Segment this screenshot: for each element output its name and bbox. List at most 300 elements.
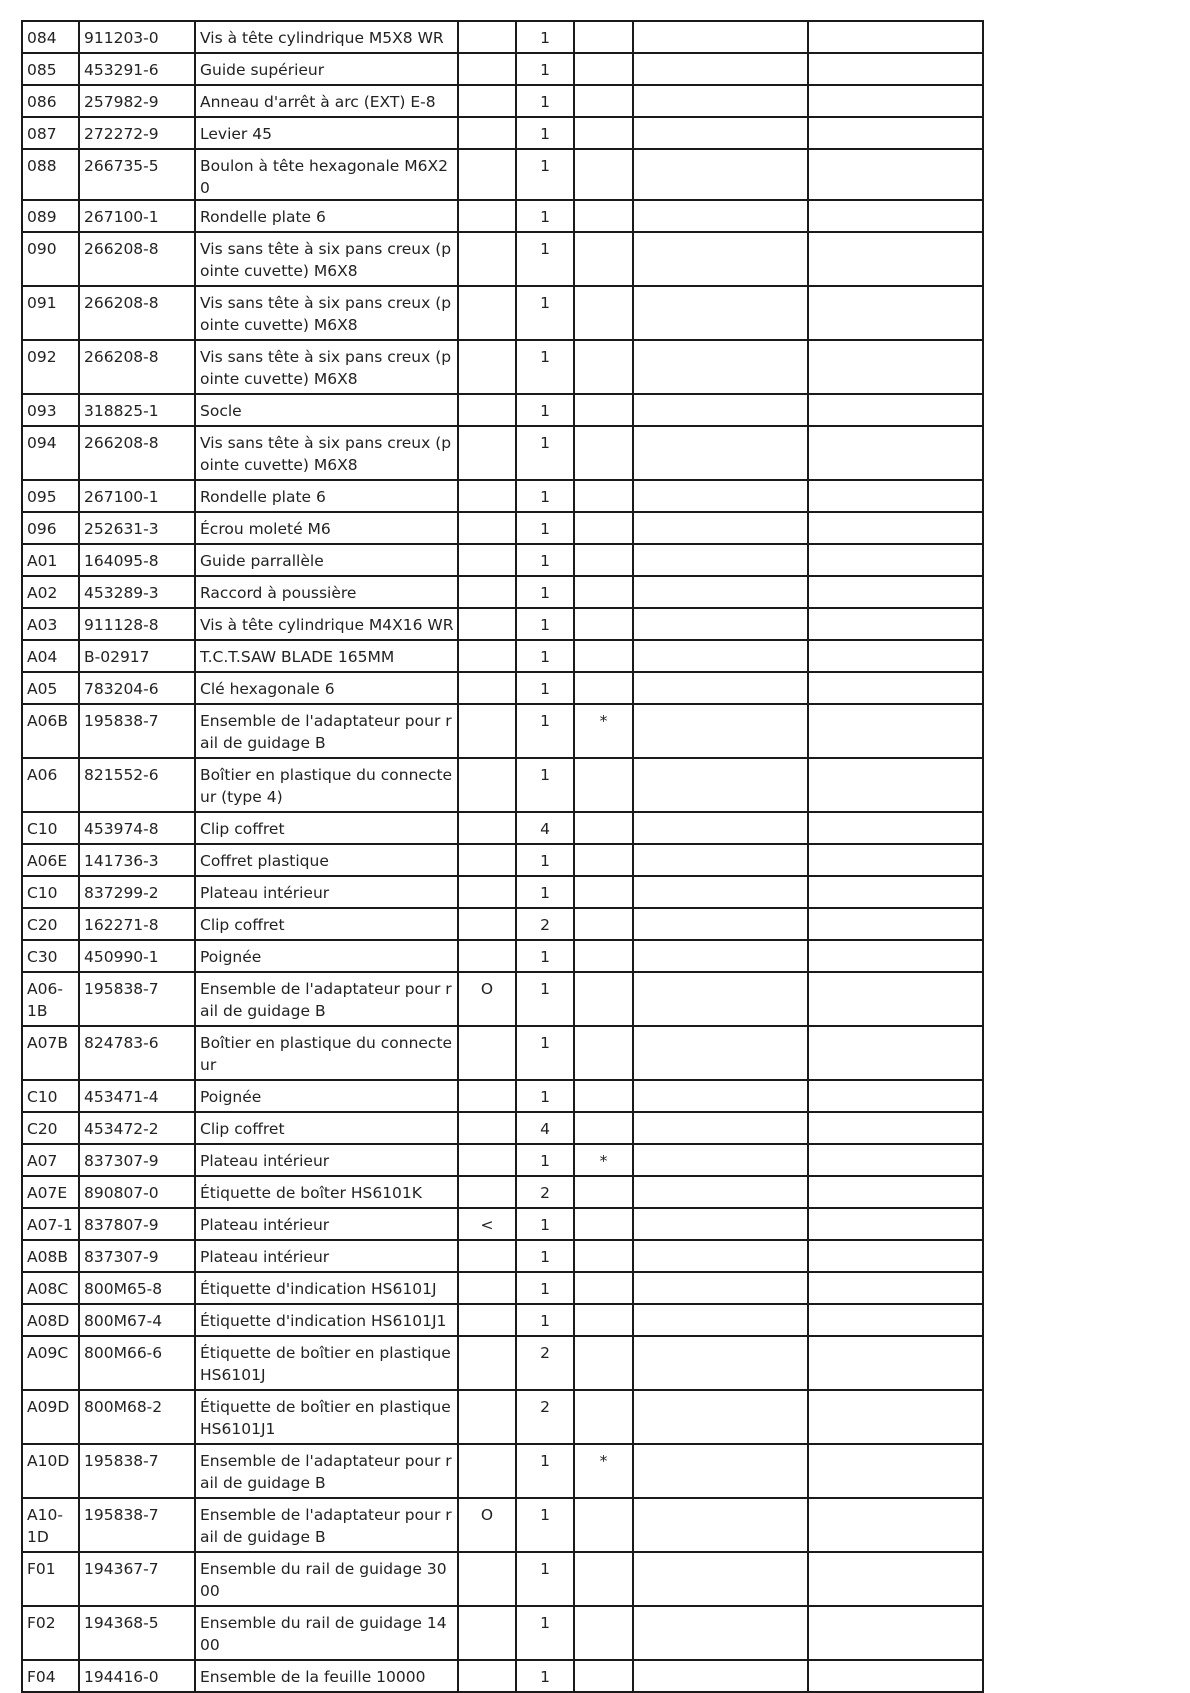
marker-cell [458, 1112, 516, 1144]
description-cell: Ensemble de l'adaptateur pour rail de guidage B [195, 1498, 458, 1552]
part-number-cell: 453974-8 [79, 812, 195, 844]
note-cell [574, 608, 633, 640]
note-cell [574, 286, 633, 340]
table-row [22, 200, 983, 232]
marker-cell [458, 672, 516, 704]
item-number-cell: C30 [22, 940, 79, 972]
blank-cell [633, 1498, 808, 1552]
part-number-cell: 453472-2 [79, 1112, 195, 1144]
note-cell [574, 426, 633, 480]
item-number-cell: A06B [22, 704, 79, 758]
blank-cell [808, 1080, 983, 1112]
note-cell [574, 21, 633, 53]
blank-cell [808, 812, 983, 844]
part-number-cell: 837807-9 [79, 1208, 195, 1240]
marker-cell [458, 340, 516, 394]
note-cell [574, 1304, 633, 1336]
description-cell: Vis à tête cylindrique M5X8 WR [195, 21, 458, 53]
marker-cell [458, 512, 516, 544]
note-cell [574, 1026, 633, 1080]
marker-cell [458, 21, 516, 53]
note-cell: * [574, 1144, 633, 1176]
quantity-cell: 1 [516, 480, 574, 512]
description-cell: Rondelle plate 6 [195, 200, 458, 232]
blank-cell [808, 340, 983, 394]
blank-cell [808, 1208, 983, 1240]
quantity-cell: 2 [516, 1336, 574, 1390]
description-cell: Plateau intérieur [195, 1208, 458, 1240]
table-row [22, 1144, 983, 1176]
note-cell [574, 1552, 633, 1606]
quantity-cell: 4 [516, 1112, 574, 1144]
marker-cell [458, 844, 516, 876]
blank-cell [808, 21, 983, 53]
item-number-cell: A07-1 [22, 1208, 79, 1240]
item-number-cell: A10D [22, 1444, 79, 1498]
part-number-cell: 266735-5 [79, 149, 195, 200]
blank-cell [808, 908, 983, 940]
blank-cell [633, 480, 808, 512]
item-number-cell: A10-1D [22, 1498, 79, 1552]
quantity-cell: 1 [516, 704, 574, 758]
blank-cell [633, 85, 808, 117]
blank-cell [633, 844, 808, 876]
part-number-cell: 267100-1 [79, 480, 195, 512]
part-number-cell: 800M68-2 [79, 1390, 195, 1444]
blank-cell [633, 21, 808, 53]
blank-cell [633, 117, 808, 149]
item-number-cell: C10 [22, 812, 79, 844]
note-cell [574, 972, 633, 1026]
quantity-cell: 1 [516, 1272, 574, 1304]
table-row [22, 844, 983, 876]
blank-cell [808, 672, 983, 704]
blank-cell [808, 1444, 983, 1498]
note-cell [574, 1240, 633, 1272]
item-number-cell: A08C [22, 1272, 79, 1304]
part-number-cell: 257982-9 [79, 85, 195, 117]
description-cell: Ensemble de l'adaptateur pour rail de guidage B [195, 704, 458, 758]
marker-cell [458, 1606, 516, 1660]
note-cell [574, 876, 633, 908]
item-number-cell: 095 [22, 480, 79, 512]
table-row [22, 1240, 983, 1272]
blank-cell [808, 1144, 983, 1176]
blank-cell [808, 426, 983, 480]
blank-cell [633, 1144, 808, 1176]
part-number-cell: 266208-8 [79, 232, 195, 286]
table-row [22, 758, 983, 812]
quantity-cell: 1 [516, 608, 574, 640]
quantity-cell: 1 [516, 640, 574, 672]
marker-cell [458, 232, 516, 286]
description-cell: Étiquette d'indication HS6101J1 [195, 1304, 458, 1336]
description-cell: Vis sans tête à six pans creux (pointe cuvette) M6X8 [195, 286, 458, 340]
item-number-cell: A02 [22, 576, 79, 608]
description-cell: Clé hexagonale 6 [195, 672, 458, 704]
item-number-cell: A03 [22, 608, 79, 640]
part-number-cell: 890807-0 [79, 1176, 195, 1208]
note-cell [574, 812, 633, 844]
item-number-cell: 085 [22, 53, 79, 85]
parts-list-table [21, 20, 984, 1693]
item-number-cell: 093 [22, 394, 79, 426]
parts-table-body [22, 21, 983, 1692]
description-cell: Vis sans tête à six pans creux (pointe cuvette) M6X8 [195, 340, 458, 394]
blank-cell [808, 1336, 983, 1390]
note-cell [574, 940, 633, 972]
quantity-cell: 2 [516, 1390, 574, 1444]
quantity-cell: 1 [516, 876, 574, 908]
description-cell: Poignée [195, 1080, 458, 1112]
item-number-cell: F02 [22, 1606, 79, 1660]
part-number-cell: 453291-6 [79, 53, 195, 85]
blank-cell [633, 286, 808, 340]
blank-cell [633, 940, 808, 972]
quantity-cell: 1 [516, 232, 574, 286]
quantity-cell: 4 [516, 812, 574, 844]
description-cell: Vis sans tête à six pans creux (pointe cuvette) M6X8 [195, 426, 458, 480]
marker-cell [458, 1304, 516, 1336]
note-cell [574, 576, 633, 608]
item-number-cell: C10 [22, 1080, 79, 1112]
note-cell [574, 1112, 633, 1144]
blank-cell [633, 1444, 808, 1498]
item-number-cell: A06-1B [22, 972, 79, 1026]
blank-cell [808, 1026, 983, 1080]
table-row [22, 608, 983, 640]
marker-cell [458, 117, 516, 149]
part-number-cell: 252631-3 [79, 512, 195, 544]
table-row [22, 426, 983, 480]
marker-cell [458, 394, 516, 426]
quantity-cell: 1 [516, 1606, 574, 1660]
item-number-cell: F01 [22, 1552, 79, 1606]
table-row [22, 972, 983, 1026]
description-cell: Poignée [195, 940, 458, 972]
blank-cell [633, 1660, 808, 1692]
part-number-cell: 450990-1 [79, 940, 195, 972]
note-cell [574, 1390, 633, 1444]
quantity-cell: 1 [516, 21, 574, 53]
description-cell: Levier 45 [195, 117, 458, 149]
description-cell: Vis sans tête à six pans creux (pointe cuvette) M6X8 [195, 232, 458, 286]
blank-cell [633, 972, 808, 1026]
item-number-cell: 087 [22, 117, 79, 149]
item-number-cell: A09C [22, 1336, 79, 1390]
quantity-cell: 1 [516, 758, 574, 812]
blank-cell [633, 340, 808, 394]
part-number-cell: 453471-4 [79, 1080, 195, 1112]
description-cell: T.C.T.SAW BLADE 165MM [195, 640, 458, 672]
note-cell [574, 340, 633, 394]
table-row [22, 117, 983, 149]
quantity-cell: 1 [516, 1026, 574, 1080]
note-cell [574, 1336, 633, 1390]
quantity-cell: 1 [516, 672, 574, 704]
quantity-cell: 1 [516, 972, 574, 1026]
description-cell: Étiquette d'indication HS6101J [195, 1272, 458, 1304]
marker-cell [458, 53, 516, 85]
blank-cell [808, 608, 983, 640]
description-cell: Étiquette de boîtier en plastique HS6101J [195, 1336, 458, 1390]
marker-cell [458, 1026, 516, 1080]
blank-cell [808, 149, 983, 200]
part-number-cell: 195838-7 [79, 1444, 195, 1498]
part-number-cell: 800M66-6 [79, 1336, 195, 1390]
description-cell: Clip coffret [195, 908, 458, 940]
blank-cell [808, 1272, 983, 1304]
table-row [22, 21, 983, 53]
blank-cell [633, 1552, 808, 1606]
part-number-cell: 783204-6 [79, 672, 195, 704]
quantity-cell: 1 [516, 576, 574, 608]
blank-cell [808, 758, 983, 812]
blank-cell [808, 1552, 983, 1606]
description-cell: Écrou moleté M6 [195, 512, 458, 544]
item-number-cell: F04 [22, 1660, 79, 1692]
table-row [22, 908, 983, 940]
note-cell [574, 1498, 633, 1552]
quantity-cell: 2 [516, 1176, 574, 1208]
blank-cell [633, 512, 808, 544]
description-cell: Guide supérieur [195, 53, 458, 85]
description-cell: Anneau d'arrêt à arc (EXT) E-8 [195, 85, 458, 117]
blank-cell [633, 1272, 808, 1304]
note-cell [574, 85, 633, 117]
blank-cell [633, 1112, 808, 1144]
note-cell [574, 200, 633, 232]
blank-cell [808, 972, 983, 1026]
marker-cell [458, 940, 516, 972]
table-row [22, 672, 983, 704]
blank-cell [633, 1304, 808, 1336]
description-cell: Plateau intérieur [195, 1240, 458, 1272]
marker-cell: O [458, 1498, 516, 1552]
note-cell: * [574, 1444, 633, 1498]
marker-cell [458, 640, 516, 672]
item-number-cell: 088 [22, 149, 79, 200]
blank-cell [633, 1208, 808, 1240]
marker-cell [458, 200, 516, 232]
blank-cell [633, 812, 808, 844]
item-number-cell: A07E [22, 1176, 79, 1208]
item-number-cell: A09D [22, 1390, 79, 1444]
item-number-cell: A06E [22, 844, 79, 876]
part-number-cell: 266208-8 [79, 286, 195, 340]
part-number-cell: 911203-0 [79, 21, 195, 53]
description-cell: Coffret plastique [195, 844, 458, 876]
part-number-cell: 266208-8 [79, 426, 195, 480]
quantity-cell: 1 [516, 149, 574, 200]
marker-cell [458, 1390, 516, 1444]
note-cell [574, 672, 633, 704]
description-cell: Vis à tête cylindrique M4X16 WR [195, 608, 458, 640]
quantity-cell: 1 [516, 1552, 574, 1606]
part-number-cell: 837307-9 [79, 1144, 195, 1176]
description-cell: Plateau intérieur [195, 1144, 458, 1176]
table-row [22, 512, 983, 544]
table-row [22, 1026, 983, 1080]
table-row [22, 1080, 983, 1112]
quantity-cell: 1 [516, 1304, 574, 1336]
part-number-cell: B-02917 [79, 640, 195, 672]
blank-cell [808, 232, 983, 286]
marker-cell: < [458, 1208, 516, 1240]
blank-cell [808, 1498, 983, 1552]
blank-cell [808, 53, 983, 85]
blank-cell [633, 1080, 808, 1112]
part-number-cell: 821552-6 [79, 758, 195, 812]
note-cell [574, 1606, 633, 1660]
part-number-cell: 318825-1 [79, 394, 195, 426]
part-number-cell: 837299-2 [79, 876, 195, 908]
description-cell: Rondelle plate 6 [195, 480, 458, 512]
item-number-cell: A01 [22, 544, 79, 576]
item-number-cell: 084 [22, 21, 79, 53]
blank-cell [633, 1390, 808, 1444]
marker-cell [458, 1552, 516, 1606]
quantity-cell: 1 [516, 85, 574, 117]
table-row [22, 704, 983, 758]
description-cell: Ensemble du rail de guidage 1400 [195, 1606, 458, 1660]
item-number-cell: A04 [22, 640, 79, 672]
blank-cell [633, 53, 808, 85]
table-row [22, 232, 983, 286]
marker-cell [458, 1444, 516, 1498]
description-cell: Ensemble de l'adaptateur pour rail de guidage B [195, 972, 458, 1026]
note-cell [574, 640, 633, 672]
quantity-cell: 1 [516, 1660, 574, 1692]
note-cell [574, 844, 633, 876]
part-number-cell: 194368-5 [79, 1606, 195, 1660]
table-row [22, 1272, 983, 1304]
table-row [22, 149, 983, 200]
quantity-cell: 1 [516, 1080, 574, 1112]
marker-cell [458, 480, 516, 512]
table-row [22, 286, 983, 340]
quantity-cell: 1 [516, 53, 574, 85]
quantity-cell: 1 [516, 1498, 574, 1552]
description-cell: Clip coffret [195, 1112, 458, 1144]
marker-cell [458, 576, 516, 608]
blank-cell [633, 1026, 808, 1080]
item-number-cell: A05 [22, 672, 79, 704]
table-row [22, 394, 983, 426]
item-number-cell: A08D [22, 1304, 79, 1336]
description-cell: Boulon à tête hexagonale M6X20 [195, 149, 458, 200]
blank-cell [808, 876, 983, 908]
table-row [22, 1552, 983, 1606]
note-cell [574, 544, 633, 576]
description-cell: Guide parrallèle [195, 544, 458, 576]
quantity-cell: 1 [516, 286, 574, 340]
description-cell: Raccord à poussière [195, 576, 458, 608]
marker-cell [458, 704, 516, 758]
table-row [22, 1336, 983, 1390]
part-number-cell: 195838-7 [79, 1498, 195, 1552]
part-number-cell: 837307-9 [79, 1240, 195, 1272]
note-cell [574, 758, 633, 812]
item-number-cell: 094 [22, 426, 79, 480]
note-cell [574, 480, 633, 512]
marker-cell [458, 812, 516, 844]
blank-cell [808, 1660, 983, 1692]
note-cell [574, 53, 633, 85]
item-number-cell: C20 [22, 908, 79, 940]
item-number-cell: 089 [22, 200, 79, 232]
marker-cell [458, 758, 516, 812]
blank-cell [808, 940, 983, 972]
description-cell: Ensemble de la feuille 10000 [195, 1660, 458, 1692]
blank-cell [808, 480, 983, 512]
quantity-cell: 1 [516, 200, 574, 232]
table-row [22, 1208, 983, 1240]
note-cell [574, 149, 633, 200]
part-number-cell: 272272-9 [79, 117, 195, 149]
note-cell [574, 1660, 633, 1692]
part-number-cell: 194367-7 [79, 1552, 195, 1606]
item-number-cell: 090 [22, 232, 79, 286]
blank-cell [633, 1176, 808, 1208]
marker-cell [458, 1176, 516, 1208]
note-cell [574, 908, 633, 940]
blank-cell [808, 1240, 983, 1272]
table-row [22, 640, 983, 672]
quantity-cell: 1 [516, 1444, 574, 1498]
blank-cell [633, 200, 808, 232]
table-row [22, 1112, 983, 1144]
description-cell: Plateau intérieur [195, 876, 458, 908]
part-number-cell: 141736-3 [79, 844, 195, 876]
note-cell [574, 1272, 633, 1304]
quantity-cell: 1 [516, 1240, 574, 1272]
part-number-cell: 164095-8 [79, 544, 195, 576]
blank-cell [808, 512, 983, 544]
blank-cell [808, 1390, 983, 1444]
item-number-cell: A06 [22, 758, 79, 812]
marker-cell: O [458, 972, 516, 1026]
blank-cell [633, 576, 808, 608]
blank-cell [633, 1240, 808, 1272]
note-cell [574, 512, 633, 544]
part-number-cell: 800M67-4 [79, 1304, 195, 1336]
item-number-cell: 096 [22, 512, 79, 544]
marker-cell [458, 1080, 516, 1112]
part-number-cell: 824783-6 [79, 1026, 195, 1080]
blank-cell [808, 704, 983, 758]
blank-cell [633, 640, 808, 672]
blank-cell [633, 426, 808, 480]
blank-cell [808, 85, 983, 117]
blank-cell [808, 576, 983, 608]
marker-cell [458, 544, 516, 576]
quantity-cell: 1 [516, 512, 574, 544]
table-row [22, 1390, 983, 1444]
marker-cell [458, 1240, 516, 1272]
blank-cell [633, 394, 808, 426]
blank-cell [633, 908, 808, 940]
table-row [22, 85, 983, 117]
table-row [22, 480, 983, 512]
marker-cell [458, 608, 516, 640]
item-number-cell: A08B [22, 1240, 79, 1272]
marker-cell [458, 426, 516, 480]
description-cell: Étiquette de boîtier en plastique HS6101J1 [195, 1390, 458, 1444]
blank-cell [633, 608, 808, 640]
blank-cell [808, 200, 983, 232]
blank-cell [633, 544, 808, 576]
